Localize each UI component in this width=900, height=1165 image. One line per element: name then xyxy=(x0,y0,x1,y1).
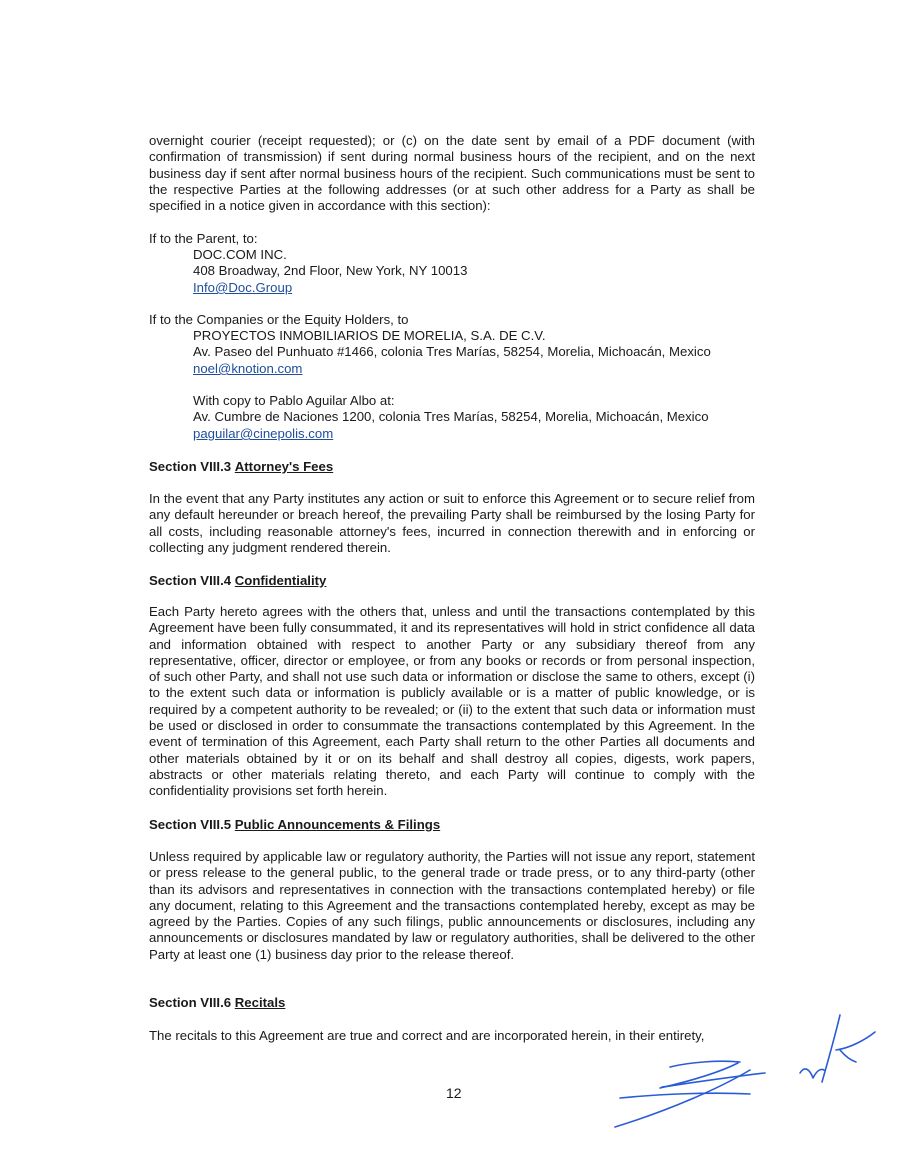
copy-email-link[interactable]: paguilar@cinepolis.com xyxy=(193,426,334,441)
section-body-public-announcements: Unless required by applicable law or regulatory authority, the Parties will not issue any report, statement or press release to the general public, to the general trade or trade press, or to any third-party (other than its advisors and representatives in connection with the transactions contemplated hereby) or file any document, relating to this Agreement and the transactions contemplated hereby, except as may be agreed by the Parties. Copies of any such filings, public announcements or disclosures, including any announcements or disclosures mandated by law or regulatory authorities, shall be delivered to the other Party at least one (1) business day prior to the release thereof. xyxy=(149,849,755,962)
section-heading-attorneys-fees xyxy=(149,459,333,475)
section-number: Section VIII.6 xyxy=(149,995,232,1010)
companies-email-link[interactable]: noel@knotion.com xyxy=(193,361,303,376)
section-title: Recitals xyxy=(234,995,286,1010)
companies-notice-lead: If to the Companies or the Equity Holders, to xyxy=(149,312,409,327)
section-title: Attorney's Fees xyxy=(234,459,334,474)
section-title: Public Announcements & Filings xyxy=(234,817,441,832)
intro-paragraph: overnight courier (receipt requested); or (c) on the date sent by email of a PDF document (with confirmation of transmission) if sent during normal business hours of the recipient, and on the next business day if sent after normal business hours of the recipient. Such communications must be sent to the respective Parties at the following addresses (or at such other address for a Party as shall be specified in a notice given in accordance with this section): xyxy=(149,133,755,214)
section-body-confidentiality: Each Party hereto agrees with the others that, unless and until the transactions contemplated by this Agreement have been fully consummated, it and its representatives will hold in strict confidence all data and information obtained with respect to another Party or any subsidiary thereof from any representative, officer, director or employee, or from any books or records or from personal inspection, of such other Party, and shall not use such data or information or disclose the same to others, except (i) to the extent such data or information is publicly available or is a matter of public knowledge, or is required by a competent authority to be revealed; or (ii) to the extent that such data or information must be used or disclosed in order to consummate the transactions contemplated by this Agreement. In the event of termination of this Agreement, each Party shall return to the other Parties all documents and other materials obtained by it or on its behalf and shall destroy all copies, digests, work papers, abstracts or other materials relating thereto, and each Party will continue to comply with the confidentiality provisions set forth herein. xyxy=(149,604,755,799)
parent-address: 408 Broadway, 2nd Floor, New York, NY 10013 xyxy=(193,263,468,278)
section-heading-recitals xyxy=(149,995,285,1011)
section-heading-public-announcements xyxy=(149,817,440,833)
parent-name: DOC.COM INC. xyxy=(193,247,287,262)
section-body-attorneys-fees: In the event that any Party institutes any action or suit to enforce this Agreement or to secure relief from any default hereunder or breach hereof, the prevailing Party shall be reimbursed by the losing Party for all costs, including reasonable attorney's fees, incurred in connection therewith and in enforcing or collecting any judgment rendered therein. xyxy=(149,491,755,555)
section-number: Section VIII.5 xyxy=(149,817,232,832)
companies-name: PROYECTOS INMOBILIARIOS DE MORELIA, S.A. DE C.V. xyxy=(193,328,546,343)
companies-address: Av. Paseo del Punhuato #1466, colonia Tres Marías, 58254, Morelia, Michoacán, Mexico xyxy=(193,344,711,359)
section-body-recitals: The recitals to this Agreement are true and correct and are incorporated herein, in their entirety, xyxy=(149,1028,705,1043)
parent-email-link[interactable]: Info@Doc.Group xyxy=(193,280,293,295)
copy-lead: With copy to Pablo Aguilar Albo at: xyxy=(193,393,395,408)
section-heading-confidentiality xyxy=(149,573,326,589)
signature-initials-image xyxy=(600,1010,890,1140)
copy-address: Av. Cumbre de Naciones 1200, colonia Tres Marías, 58254, Morelia, Michoacán, Mexico xyxy=(193,409,709,424)
section-number: Section VIII.3 xyxy=(149,459,232,474)
section-title: Confidentiality xyxy=(234,573,327,588)
page-number: 12 xyxy=(446,1085,462,1101)
parent-notice-lead: If to the Parent, to: xyxy=(149,231,258,246)
section-number: Section VIII.4 xyxy=(149,573,232,588)
